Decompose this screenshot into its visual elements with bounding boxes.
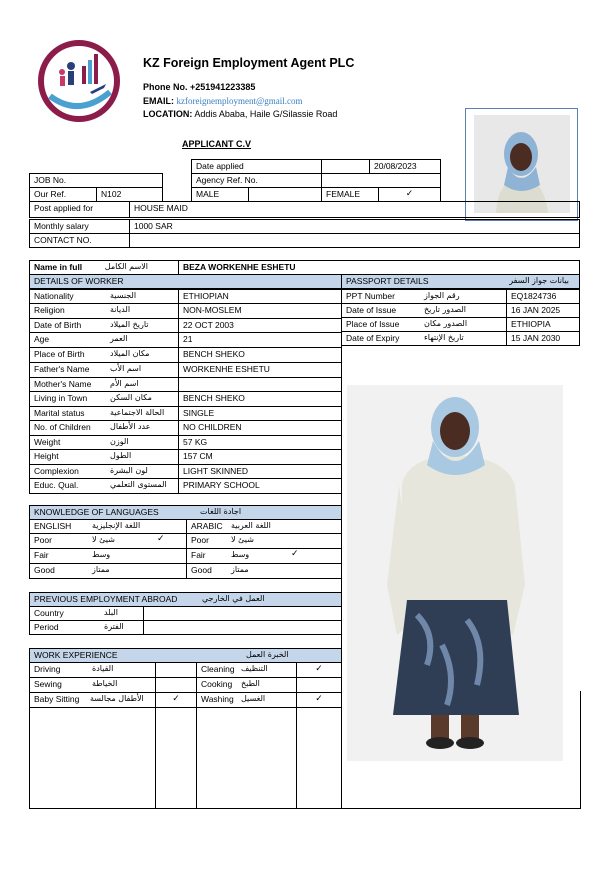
- work-right-check-2: ✓: [296, 692, 342, 708]
- agency-ref-value: [321, 173, 441, 188]
- name-value: BEZA WORKENHE ESHETU: [178, 260, 580, 275]
- female-label: FEMALE: [321, 187, 379, 202]
- company-name: KZ Foreign Employment Agent PLC: [143, 56, 355, 70]
- country-label-cell: Country البلد: [29, 606, 144, 621]
- work-left-check-2: ✓: [155, 692, 197, 708]
- arabic-header: ARABIC اللغة العربية: [186, 519, 342, 534]
- english-level-1: Fair وسط: [29, 548, 187, 564]
- contact-value: [129, 233, 580, 248]
- period-value: [143, 620, 342, 635]
- work-right-2: Washing الغسيل: [196, 692, 297, 708]
- email-link[interactable]: kzforeignemployment@gmail.com: [176, 96, 303, 106]
- location-line: LOCATION: Addis Ababa, Haile G/Silassie Road: [143, 109, 338, 119]
- work-divider-1: [155, 691, 156, 809]
- previous-title-cell: [29, 592, 342, 607]
- detail-value: ETHIOPIAN: [178, 289, 342, 304]
- male-label: MALE: [191, 187, 249, 202]
- passport-title: PASSPORT DETAILS: [346, 276, 429, 286]
- passport-label-cell: PPT Number رقم الجواز: [341, 289, 507, 304]
- work-right-check-0: ✓: [296, 662, 342, 678]
- detail-value: BENCH SHEKO: [178, 347, 342, 363]
- date-applied-value: 20/08/2023: [369, 159, 441, 174]
- detail-value: LIGHT SKINNED: [178, 464, 342, 479]
- detail-value: 57 KG: [178, 435, 342, 450]
- work-divider-2: [196, 691, 197, 809]
- contact-label: CONTACT NO.: [29, 233, 130, 248]
- passport-label-cell: Date of Expiry تاريخ الإنتهاء: [341, 331, 507, 346]
- detail-label-cell: Date of Birth تاريخ الميلاد: [29, 318, 179, 333]
- arabic-level-1: Fair وسط ✓: [186, 548, 342, 564]
- english-level-2: Good ممتاز: [29, 563, 187, 579]
- arabic-level-0: Poor شيئ لا: [186, 533, 342, 549]
- company-logo: [38, 40, 120, 122]
- detail-value: NON-MOSLEM: [178, 303, 342, 319]
- detail-value: WORKENHE ESHETU: [178, 362, 342, 378]
- detail-label-cell: Complexion لون البشرة: [29, 464, 179, 479]
- post-label: Post applied for: [29, 201, 130, 218]
- languages-title: KNOWLEDGE OF LANGUAGES: [34, 507, 159, 517]
- detail-label-cell: Place of Birth مكان الميلاد: [29, 347, 179, 363]
- agency-ref-label: Agency Ref. No.: [191, 173, 322, 188]
- work-left-1: Sewing الخياطة: [29, 677, 156, 693]
- passport-value: 16 JAN 2025: [506, 303, 580, 318]
- phone-line: Phone No. +251941223385: [143, 82, 256, 92]
- work-left-0: Driving القيادة: [29, 662, 156, 678]
- detail-label-cell: Educ. Qual. المستوى التعلمي: [29, 478, 179, 494]
- job-no-label: JOB No.: [29, 173, 163, 188]
- date-applied-blank: [321, 159, 370, 174]
- detail-label-cell: Height الطول: [29, 449, 179, 465]
- languages-title-ar: اجادة اللغات: [200, 507, 242, 516]
- detail-value: 21: [178, 332, 342, 348]
- work-title-cell: [29, 648, 342, 663]
- detail-label-cell: Father's Name اسم الأب: [29, 362, 179, 378]
- work-title-ar: الخبرة العمل: [246, 650, 289, 659]
- detail-value: PRIMARY SCHOOL: [178, 478, 342, 494]
- previous-title: PREVIOUS EMPLOYMENT ABROAD: [34, 594, 178, 604]
- detail-label-cell: No. of Children عدد الأطفال: [29, 420, 179, 436]
- work-title: WORK EXPERIENCE: [34, 650, 118, 660]
- document-title: APPLICANT C.V: [182, 139, 252, 149]
- detail-label-cell: Living in Town مكان السكن: [29, 391, 179, 407]
- passport-label-cell: Place of Issue الصدور مكان: [341, 317, 507, 332]
- name-label-ar: الاسم الكامل: [104, 262, 148, 271]
- detail-label-cell: Weight الوزن: [29, 435, 179, 450]
- male-check: [248, 187, 322, 202]
- passport-title-cell: [341, 274, 580, 289]
- work-left-2: Baby Sitting الأطفال مجالسة: [29, 692, 156, 708]
- country-value: [143, 606, 342, 621]
- our-ref-value: N102: [96, 187, 163, 202]
- detail-label-cell: Nationality الجنسية: [29, 289, 179, 304]
- our-ref-label: Our Ref.: [29, 187, 97, 202]
- detail-label-cell: Mother's Name اسم الأم: [29, 377, 179, 392]
- work-divider-3: [296, 691, 297, 809]
- name-label: Name in full: [34, 262, 83, 272]
- bottom-frame: [29, 691, 581, 809]
- detail-label-cell: Religion الديانة: [29, 303, 179, 319]
- passport-value: 15 JAN 2030: [506, 331, 580, 346]
- languages-title-cell: [29, 505, 342, 520]
- english-level-0: Poor شيئ لا ✓: [29, 533, 187, 549]
- detail-value: SINGLE: [178, 406, 342, 421]
- detail-value: BENCH SHEKO: [178, 391, 342, 407]
- name-label-cell: [29, 260, 179, 275]
- period-label-cell: Period الفترة: [29, 620, 144, 635]
- details-title: DETAILS OF WORKER: [29, 274, 342, 289]
- arabic-level-2: Good ممتاز: [186, 563, 342, 579]
- passport-title-ar: بيانات جواز السفر: [509, 276, 569, 285]
- work-right-1: Cooking الطبخ: [196, 677, 297, 693]
- detail-label-cell: Age العمر: [29, 332, 179, 348]
- english-header: ENGLISH اللغة الإنجليزية: [29, 519, 187, 534]
- detail-value: 22 OCT 2003: [178, 318, 342, 333]
- salary-value: 1000 SAR: [129, 219, 580, 234]
- post-value: HOUSE MAID: [129, 201, 580, 218]
- date-applied-label: Date applied: [191, 159, 322, 174]
- salary-label: Monthly salary: [29, 219, 130, 234]
- column-divider: [341, 289, 342, 809]
- passport-value: EQ1824736: [506, 289, 580, 304]
- detail-value: NO CHILDREN: [178, 420, 342, 436]
- detail-value: [178, 377, 342, 392]
- work-left-check-0: [155, 662, 197, 678]
- previous-title-ar: العمل في الخارجي: [202, 594, 265, 603]
- passport-value: ETHIOPIA: [506, 317, 580, 332]
- female-check: ✓: [378, 187, 441, 202]
- work-right-0: Cleaning التنظيف: [196, 662, 297, 678]
- passport-label-cell: Date of Issue الصدور تاريخ: [341, 303, 507, 318]
- email-line: EMAIL: kzforeignemployment@gmail.com: [143, 96, 303, 106]
- detail-value: 157 CM: [178, 449, 342, 465]
- detail-label-cell: Marital status الحالة الاجتماعية: [29, 406, 179, 421]
